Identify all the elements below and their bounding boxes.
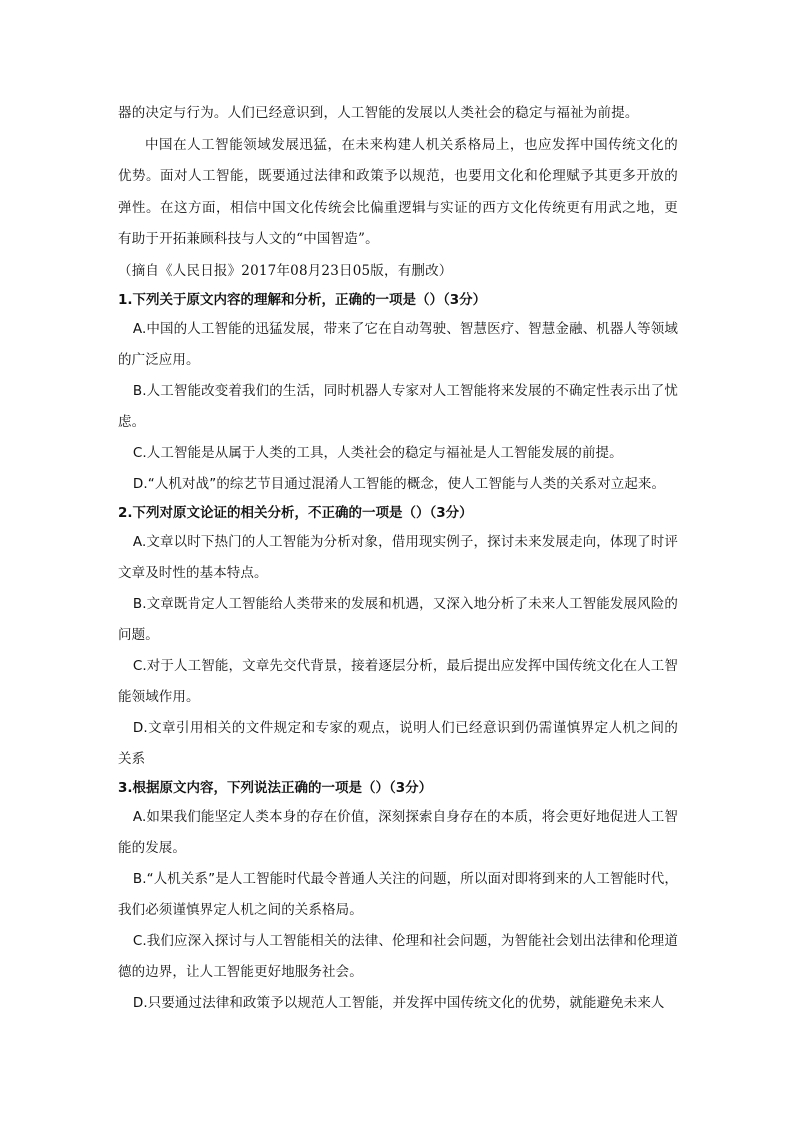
question-2 xyxy=(118,500,678,775)
passage-source: （摘自《人民日报》2017年08月23日05版，有删改） xyxy=(118,262,453,279)
question-2-option-b: B.文章既肯定人工智能给人类带来的发展和机遇，又深入地分析了未来人工智能发展风险的问题。 xyxy=(118,596,678,643)
question-2-option-a: A.文章以时下热门的人工智能为分析对象，借用现实例子，探讨未来发展走向，体现了时评文章及时性的基本特点。 xyxy=(118,534,678,581)
reading-passage xyxy=(118,98,678,287)
question-1 xyxy=(118,287,678,500)
question-3-option-d: D.只要通过法律和政策予以规范人工智能，并发挥中国传统文化的优势，就能避免未来人 xyxy=(132,995,665,1011)
question-1-option-d: D.“人机对战”的综艺节目通过混淆人工智能的概念，使人工智能与人类的关系对立起来。 xyxy=(132,476,666,492)
question-3-option-a: A.如果我们能坚定人类本身的存在价值，深刻探索自身存在的本质，将会更好地促进人工智能的发展。 xyxy=(118,809,678,856)
question-1-option-c: C.人工智能是从属于人类的工具，人类社会的稳定与福祉是人工智能发展的前提。 xyxy=(132,445,623,461)
passage-paragraph-2: 中国在人工智能领域发展迅猛，在未来构建人机关系格局上，也应发挥中国传统文化的优势。面对人工智能，既要通过法律和政策予以规范，也要用文化和伦理赋予其更多开放的弹性。在这方面，相信中国文化传统会比偏重逻辑与实证的西方文化传统更有用武之地，更有助于开拓兼顾科技与人文的“中国智造”。 xyxy=(118,136,678,247)
question-2-option-d: D.文章引用相关的文件规定和专家的观点，说明人们已经意识到仍需谨慎界定人机之间的关系 xyxy=(118,720,678,767)
question-3 xyxy=(118,775,678,1019)
question-1-option-b: B.人工智能改变着我们的生活，同时机器人专家对人工智能将来发展的不确定性表示出了忧虑。 xyxy=(118,383,678,430)
question-3-option-c: C.我们应深入探讨与人工智能相关的法律、伦理和社会问题，为智能社会划出法律和伦理道德的边界，让人工智能更好地服务社会。 xyxy=(118,933,678,980)
question-3-title: 3.根据原文内容，下列说法正确的一项是（）（3分） xyxy=(118,780,433,796)
question-3-option-b: B.“人机关系”是人工智能时代最令普通人关注的问题，所以面对即将到来的人工智能时代，我们必须谨慎界定人机之间的关系格局。 xyxy=(118,871,678,918)
question-1-option-a: A.中国的人工智能的迅猛发展，带来了它在自动驾驶、智慧医疗、智慧金融、机器人等领域的广泛应用。 xyxy=(118,321,678,368)
question-1-title: 1.下列关于原文内容的理解和分析，正确的一项是（）（3分） xyxy=(118,292,487,308)
question-2-title: 2.下列对原文论证的相关分析，不正确的一项是（）（3分） xyxy=(118,505,473,521)
question-2-option-c: C.对于人工智能，文章先交代背景，接着逐层分析，最后提出应发挥中国传统文化在人工智能领域作用。 xyxy=(118,658,678,705)
document-page xyxy=(118,98,678,1019)
passage-paragraph-1: 器的决定与行为。人们已经意识到，人工智能的发展以人类社会的稳定与福祉为前提。 xyxy=(118,105,639,121)
